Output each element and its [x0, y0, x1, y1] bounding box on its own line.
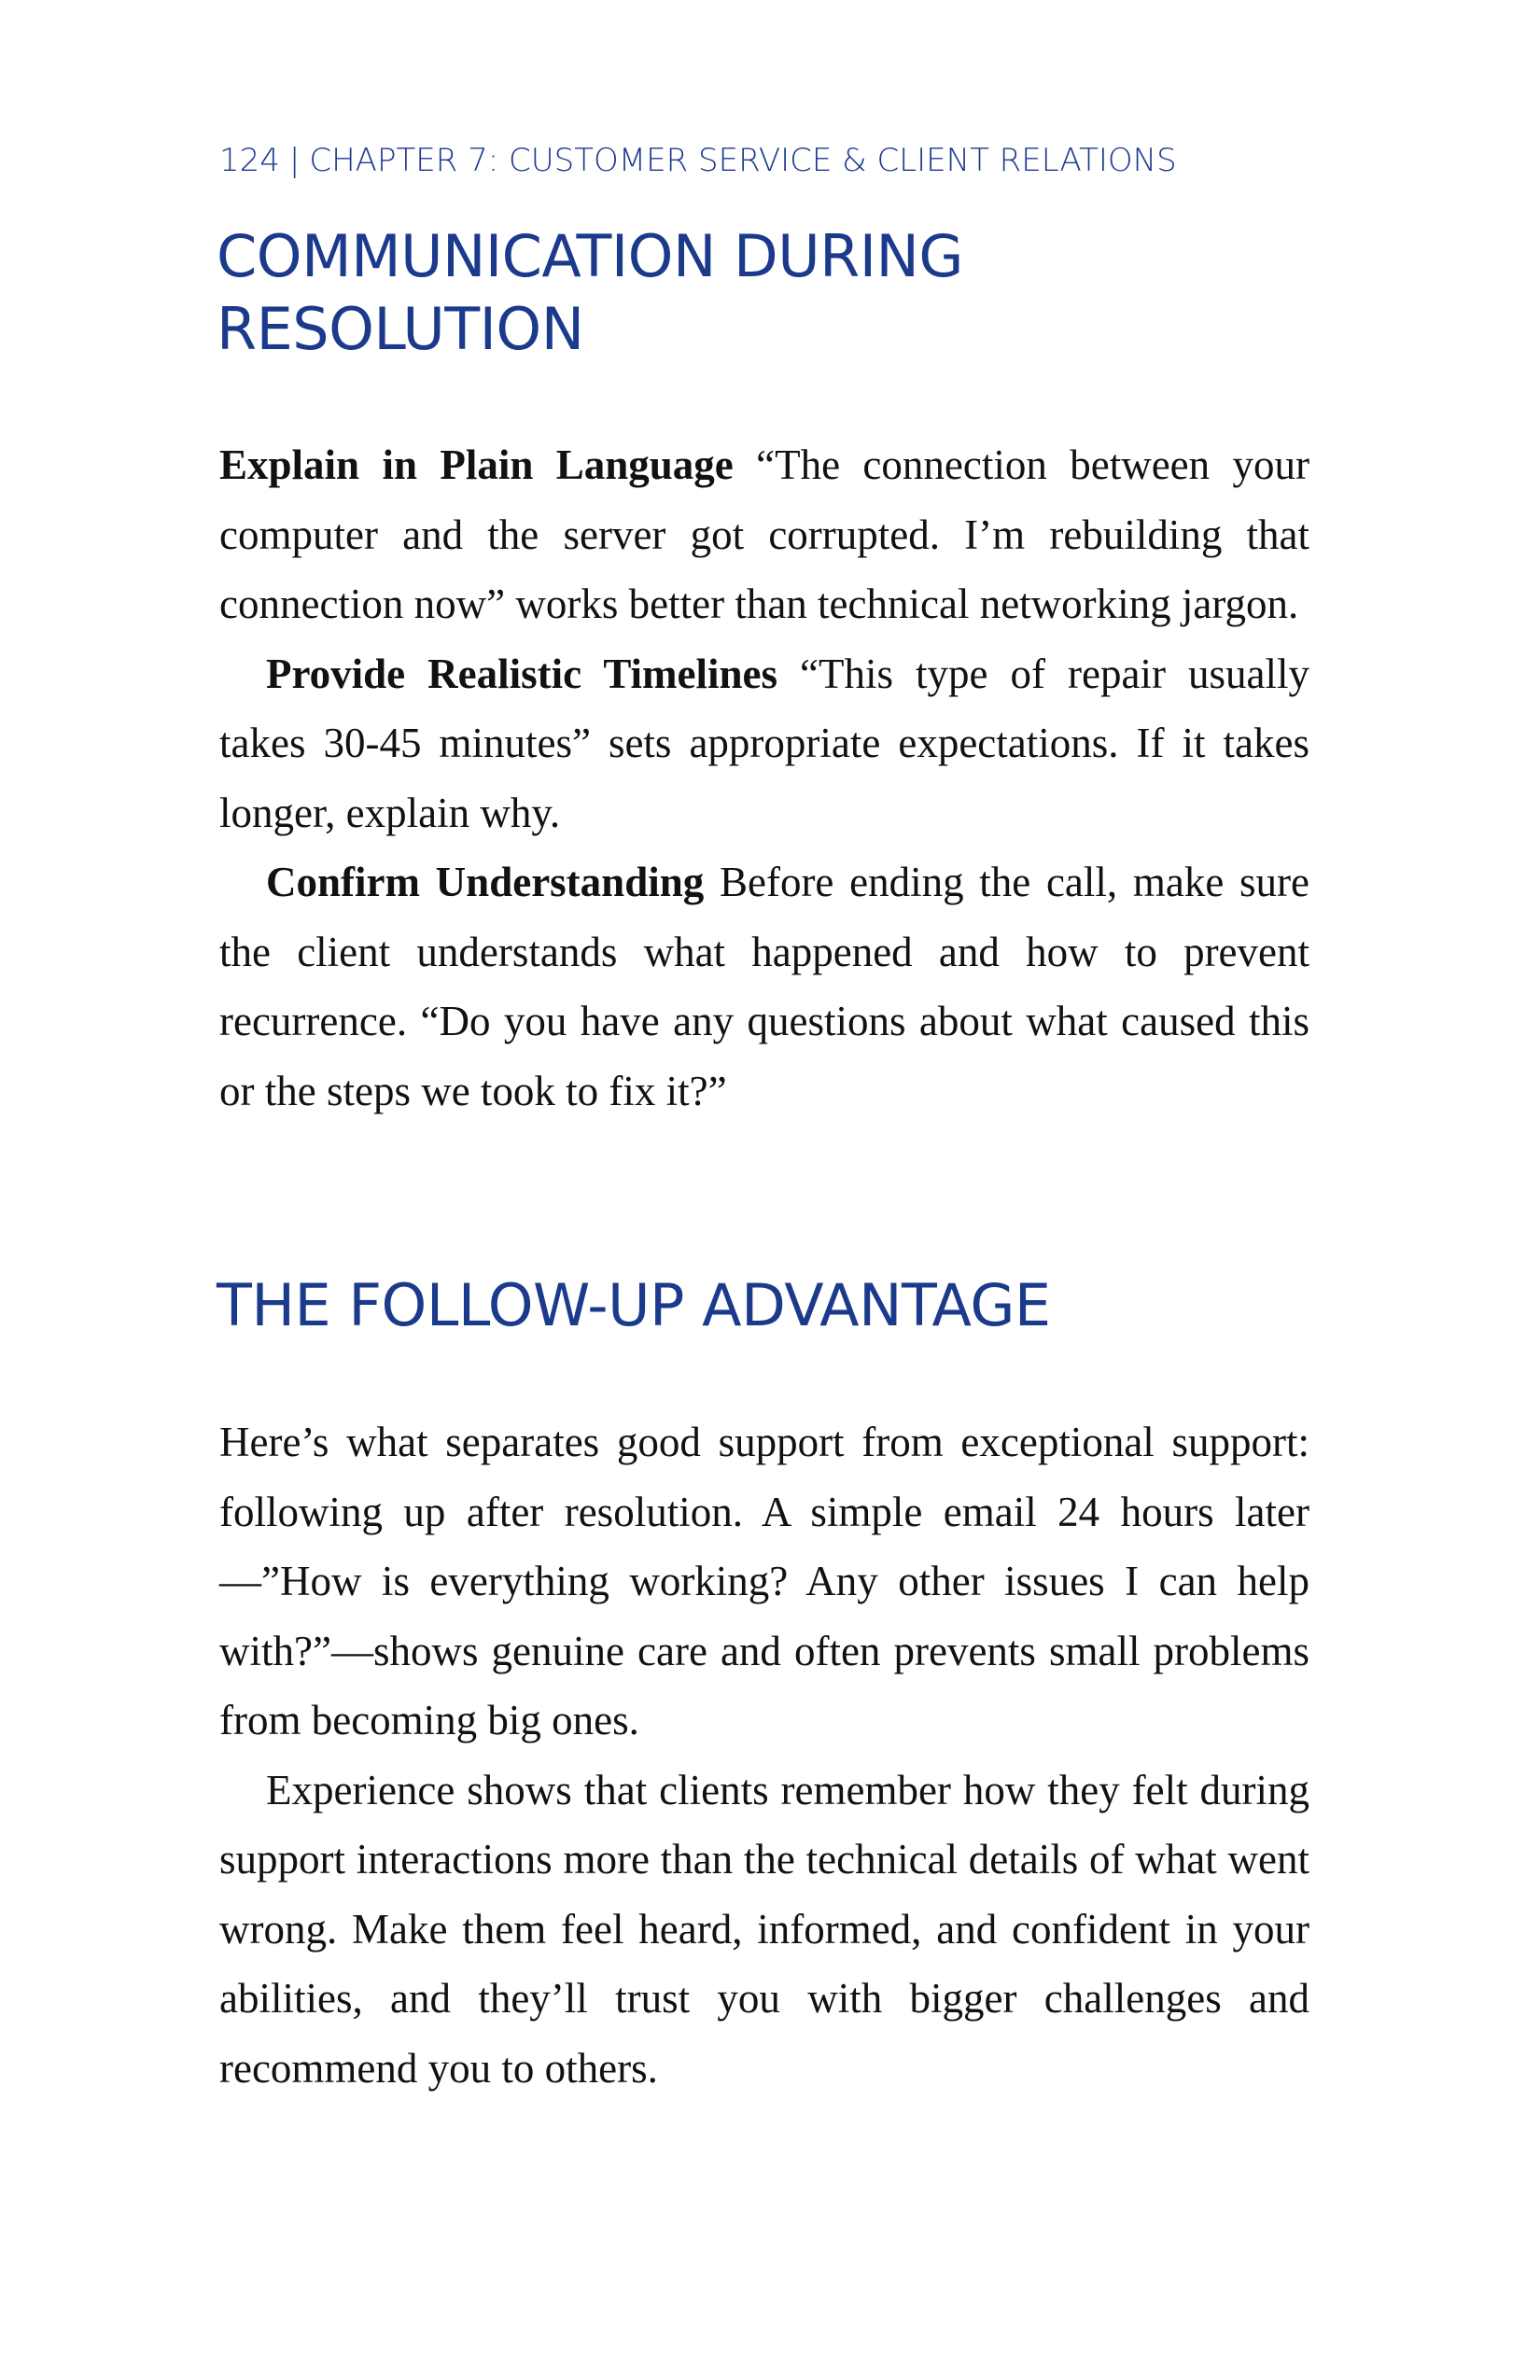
section-heading-line-2: RESOLUTION: [217, 295, 584, 363]
paragraph-text: “This type of repair usually takes 30-45 minutes” sets appropriate expectations. If it takes longer, explain why.: [219, 650, 1309, 836]
running-head-separator: |: [288, 142, 301, 179]
paragraph-lead: Provide Realistic Timelines: [266, 650, 778, 697]
paragraph-text: Before ending the call, make sure the client understands what happened and how to prevent recurrence. “Do you have any questions about what caused this or the steps we took to fix it?”: [219, 859, 1309, 1114]
section-heading-line-1: COMMUNICATION DURING: [217, 222, 963, 290]
paragraph-plain-language: [219, 430, 1309, 639]
section-body-follow-up: [219, 1407, 1309, 2103]
paragraph-lead: Confirm Understanding: [266, 859, 705, 905]
chapter-title: CHAPTER 7: CUSTOMER SERVICE & CLIENT RELATIONS: [309, 142, 1177, 179]
section-heading-follow-up: THE FOLLOW-UP ADVANTAGE: [217, 1271, 1051, 1339]
page-number: 124: [219, 142, 280, 179]
paragraph-lead: Explain in Plain Language: [219, 441, 734, 488]
paragraph-text: “The connection between your computer and the server got corrupted. I’m rebuilding that connection now” works better than technical networking jargon.: [219, 441, 1309, 627]
paragraph-experience: Experience shows that clients remember how they felt during support interactions more than the technical details of what went wrong. Make them feel heard, informed, and confident in your abilities, and they’ll trust you with bigger challenges and recommend you to others.: [219, 1766, 1309, 2092]
paragraph-follow-up: Here’s what separates good support from exceptional support: following up after resolution. A simple email 24 hours later—”How is everything working? Any other issues I can help with?”—shows genuine care and often prevents small problems from becoming big ones.: [219, 1419, 1309, 1743]
section-heading-communication: [217, 220, 1318, 366]
paragraph-confirm-understanding: [219, 847, 1309, 1126]
section-body-communication: [219, 430, 1309, 1126]
paragraph-timelines: [219, 639, 1309, 848]
running-head: [219, 142, 1177, 179]
